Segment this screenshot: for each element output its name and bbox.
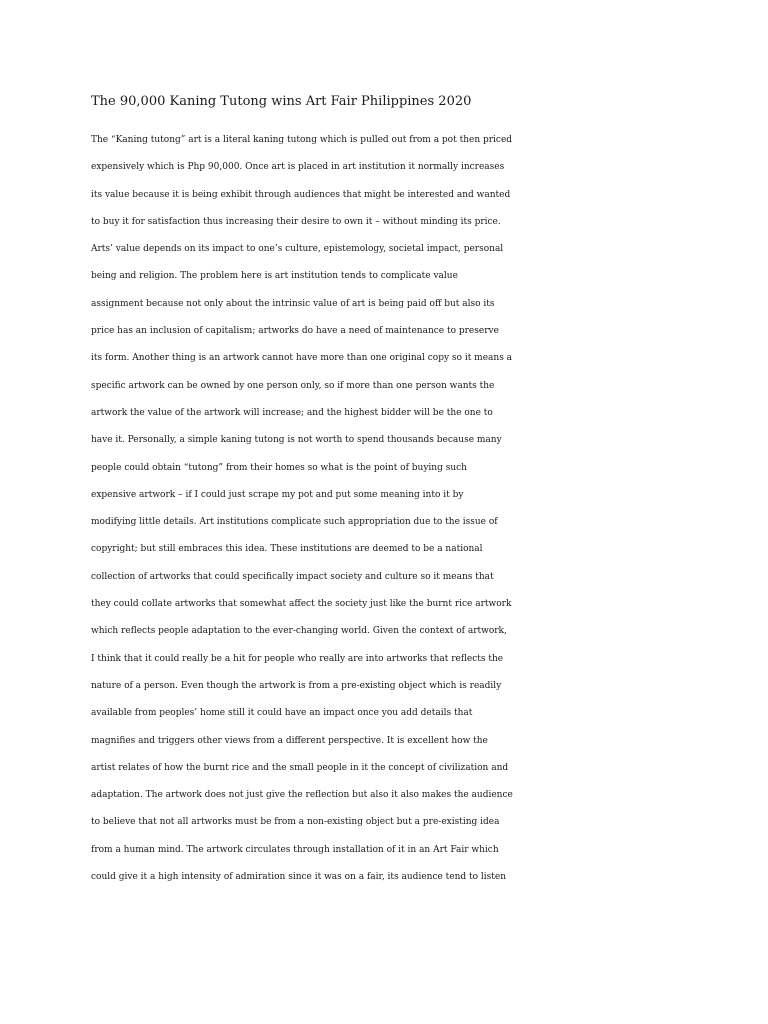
body-text-line: collection of artworks that could specifically impact society and culture so it means that xyxy=(91,571,494,582)
body-text-line: The “Kaning tutong” art is a literal kaning tutong which is pulled out from a pot then priced xyxy=(91,135,513,145)
body-text-line: Arts’ value depends on its impact to one’s culture, epistemology, societal impact, personal xyxy=(91,244,504,255)
body-text-line: its form. Another thing is an artwork cannot have more than one original copy so it means a xyxy=(91,353,513,364)
body-text-line: I think that it could really be a hit for people who really are into artworks that reflects the xyxy=(91,653,504,664)
body-text-line: expensively which is Php 90,000. Once art is placed in art institution it normally increases xyxy=(91,162,505,173)
body-text-line: people could obtain “tutong” from their homes so what is the point of buying such xyxy=(91,462,467,473)
body-text-line: have it. Personally, a simple kaning tutong is not worth to spend thousands because many xyxy=(91,435,502,446)
body-text-line: being and religion. The problem here is art institution tends to complicate value xyxy=(91,271,458,282)
body-text-line: they could collate artworks that somewhat affect the society just like the burnt rice artwork xyxy=(91,599,512,610)
body-text-line: price has an inclusion of capitalism; artworks do have a need of maintenance to preserve xyxy=(91,326,499,337)
body-text-line: to believe that not all artworks must be from a non-existing object but a pre-existing idea xyxy=(91,817,500,828)
document-title: The 90,000 Kaning Tutong wins Art Fair Philippines 2020 xyxy=(91,94,472,109)
body-text-line: adaptation. The artwork does not just give the reflection but also it also makes the audience xyxy=(91,790,513,801)
body-text-line: nature of a person. Even though the artwork is from a pre-existing object which is readily xyxy=(91,680,502,691)
body-text-line: assignment because not only about the intrinsic value of art is being paid off but also its xyxy=(91,298,495,309)
body-text-line: specific artwork can be owned by one person only, so if more than one person wants the xyxy=(91,380,495,391)
body-text-line: its value because it is being exhibit through audiences that might be interested and wanted xyxy=(91,189,511,200)
body-text-line: to buy it for satisfaction thus increasing their desire to own it – without minding its price. xyxy=(91,216,501,227)
body-text-line: artwork the value of the artwork will increase; and the highest bidder will be the one to xyxy=(91,407,493,418)
body-text-line: which reflects people adaptation to the ever-changing world. Given the context of artwork, xyxy=(91,626,507,637)
body-text-line: from a human mind. The artwork circulates through installation of it in an Art Fair which xyxy=(91,844,499,855)
body-text-line: available from peoples’ home still it could have an impact once you add details that xyxy=(91,708,473,719)
body-text-line: artist relates of how the burnt rice and the small people in it the concept of civilization and xyxy=(91,762,509,773)
body-text-line: could give it a high intensity of admiration since it was on a fair, its audience tend to listen xyxy=(91,872,507,883)
body-text-line: expensive artwork – if I could just scrape my pot and put some meaning into it by xyxy=(91,489,464,500)
body-text-line: copyright; but still embraces this idea. These institutions are deemed to be a national xyxy=(91,544,483,555)
document-body xyxy=(91,129,691,893)
body-text-line: magnifies and triggers other views from a different perspective. It is excellent how the xyxy=(91,735,488,746)
body-text-line: modifying little details. Art institutions complicate such appropriation due to the issue of xyxy=(91,517,498,528)
